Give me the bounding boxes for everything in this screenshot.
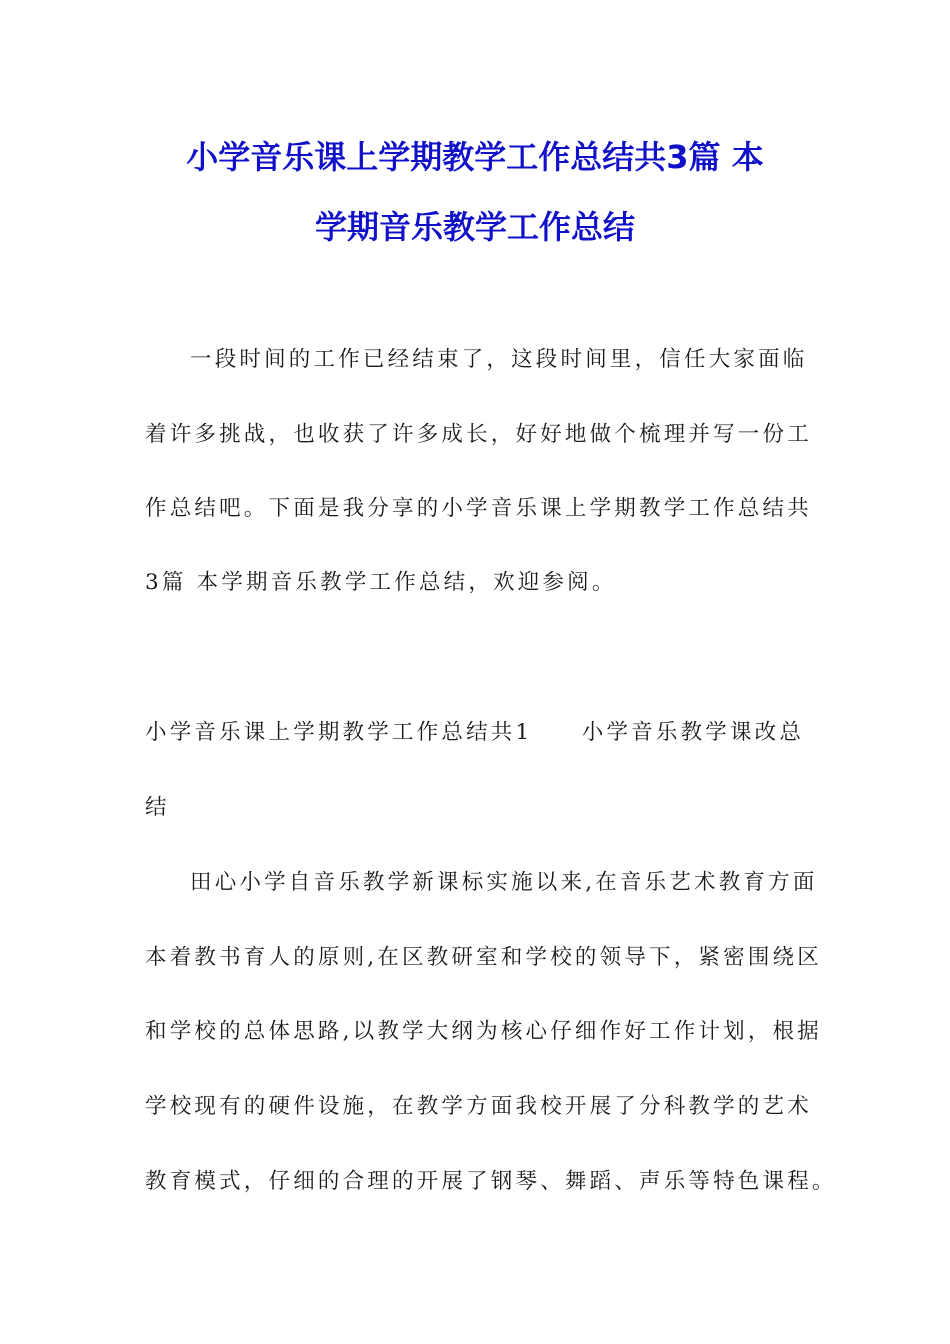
body-paragraph-line-1: 田心小学自音乐教学新课标实施以来,在音乐艺术教育方面 bbox=[190, 870, 818, 895]
body-paragraph-line-4: 学校现有的硬件设施，在教学方面我校开展了分科教学的艺术 bbox=[145, 1094, 812, 1119]
body-paragraph-line-5: 教育模式，仔细的合理的开展了钢琴、舞蹈、声乐等特色课程。 bbox=[145, 1169, 837, 1194]
body-paragraph-line-2: 本着教书育人的原则,在区教研室和学校的领导下，紧密围绕区 bbox=[145, 945, 822, 970]
document-title-line-1: 小学音乐课上学期教学工作总结共3篇 本 bbox=[186, 138, 764, 176]
intro-paragraph-line-1: 一段时间的工作已经结束了，这段时间里，信任大家面临 bbox=[190, 347, 808, 372]
document-title-line-2: 学期音乐教学工作总结 bbox=[314, 208, 635, 246]
section-heading-line-1: 小学音乐课上学期教学工作总结共1 小学音乐教学课改总 bbox=[145, 720, 805, 745]
intro-paragraph-line-2: 着许多挑战，也收获了许多成长，好好地做个梳理并写一份工 bbox=[145, 422, 812, 447]
intro-paragraph-line-4: 3篇 本学期音乐教学工作总结，欢迎参阅。 bbox=[145, 570, 617, 595]
body-paragraph-line-3: 和学校的总体思路,以教学大纲为核心仔细作好工作计划，根据 bbox=[145, 1019, 822, 1044]
section-heading-line-2: 结 bbox=[145, 795, 170, 820]
intro-paragraph-line-3: 作总结吧。下面是我分享的小学音乐课上学期教学工作总结共 bbox=[145, 496, 812, 521]
